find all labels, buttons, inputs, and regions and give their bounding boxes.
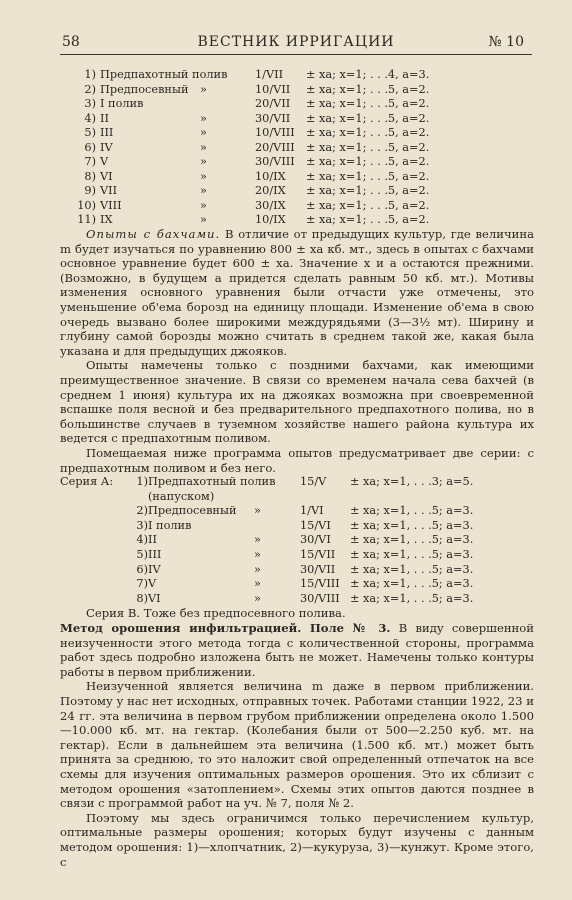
row-date: 15/VI [300, 518, 331, 532]
row-num: 4) [84, 111, 96, 125]
schedule-row [60, 548, 534, 563]
series-b-line: Серия В. Тоже без предпосевного полива. [86, 606, 346, 621]
row-date: 30/VIII [300, 591, 340, 605]
method-paragraph [60, 621, 534, 679]
row-mark: » [254, 577, 261, 591]
row-mark: » [200, 169, 207, 183]
schedule-row [60, 504, 534, 519]
schedule-row [60, 68, 530, 83]
row-formula: ± xa; x=1; . . .5, a=2. [306, 184, 430, 197]
melons-heading: Опыты с бахчами. [86, 227, 221, 241]
row-date: 20/VII [255, 97, 291, 110]
series-a-schedule [60, 475, 534, 606]
irrigation-schedule-list [60, 68, 530, 228]
row-num: 5) [136, 548, 148, 562]
page-number: 58 [62, 34, 80, 50]
schedule-row [60, 563, 534, 578]
row-name: IV [148, 562, 161, 576]
row-name: VI [148, 591, 161, 605]
method-text: В виду совершенной неизученности этого метода тогда с количественной стороны, программа работ здесь подробно изложена быть не может. Намечены только контуры работы в первом приближении. [60, 621, 534, 679]
row-name: Предпахотный полив [100, 68, 228, 81]
row-mark: » [200, 111, 207, 125]
method-heading: Метод орошения инфильтрацией. Поле № 3. [60, 621, 391, 636]
row-name: Предпахотный полив [148, 475, 276, 489]
row-num: 8) [84, 169, 96, 183]
row-mark: » [200, 82, 207, 96]
row-mark: » [200, 140, 207, 154]
schedule-row [60, 519, 534, 534]
paragraph: Опыты намечены только с поздними бахчами, как имеющими преимущественное значение. В связи со временем начала сева бахчей (в среднем 1 июня) культура их на джояках возможна при своевременной вспашке поля весной и без предварительного предпахотного полива, но в большинстве случаев в туземном хозяйстве нашего района культура их ведется с предпахотным поливом. [60, 358, 534, 446]
issue-number: № 10 [488, 34, 524, 50]
row-num: 6) [84, 140, 96, 154]
row-num: 10) [77, 198, 96, 212]
row-mark: » [200, 126, 207, 139]
row-date: 30/VI [300, 533, 331, 547]
row-formula: ± xa; x=1; . . .5, a=2. [306, 111, 430, 125]
row-num: 1) [84, 68, 96, 81]
schedule-row [60, 213, 530, 228]
row-name: V [148, 577, 157, 591]
row-formula: ± xa; x=1, . . .3; a=5. [350, 475, 474, 489]
row-num: 3) [84, 97, 96, 110]
row-name: VIII [100, 198, 122, 212]
row-name: II [100, 111, 109, 125]
row-num: 7) [84, 155, 96, 168]
row-date: 30/VIII [255, 155, 295, 168]
schedule-row [60, 170, 530, 185]
row-num: 7) [136, 577, 148, 591]
row-mark: » [200, 213, 207, 226]
series-a-label: Серия А: [60, 475, 114, 489]
row-formula: ± xa; x=1, . . .5; a=3. [350, 591, 474, 605]
row-formula: ± xa; x=1, . . .5; a=3. [350, 548, 474, 562]
row-name: Предпосевный [100, 82, 189, 96]
row-name: III [148, 548, 162, 562]
schedule-row [60, 577, 534, 592]
body-text [60, 227, 534, 869]
row-mark: » [200, 155, 207, 168]
paragraph: Поэтому мы здесь ограничимся только перечислением культур, оптимальные размеры орошения; которых будут изучены с данным методом орошения: 1)—хлопчатник, 2)—кукуруза, 3)—кунжут. Кроме этого, с [60, 810, 534, 869]
row-date: 10/VIII [255, 126, 295, 139]
row-mark: » [254, 591, 261, 605]
row-num: 2) [136, 504, 148, 518]
row-formula: ± xa; x=1; . . .5, a=2. [306, 198, 430, 212]
row-mark: » [254, 504, 261, 518]
row-date: 30/IX [255, 198, 286, 212]
row-date: 15/VII [300, 548, 336, 562]
row-num: 5) [84, 126, 96, 139]
row-mark: » [254, 533, 261, 547]
row-formula: ± xa; x=1, . . .5; a=3. [350, 533, 474, 547]
row-formula: ± xa; x=1; . . .5, a=2. [306, 97, 430, 110]
row-mark: » [254, 548, 261, 562]
schedule-row [60, 112, 530, 127]
row-date: 10/VII [255, 82, 291, 96]
row-num: 2) [84, 82, 96, 96]
row-formula: ± xa; x=1; . . .5, a=2. [306, 126, 430, 139]
row-date: 20/VIII [255, 140, 295, 154]
row-num: 9) [84, 184, 96, 197]
schedule-row [60, 155, 530, 170]
row-date: 10/IX [255, 213, 286, 226]
row-formula: ± xa; x=1, . . .5; a=3. [350, 562, 474, 576]
row-name: IV [100, 140, 113, 154]
row-date: 15/VIII [300, 577, 340, 591]
schedule-row [60, 475, 534, 490]
row-name: (напуском) [148, 489, 215, 503]
schedule-row [60, 126, 530, 141]
row-name: II [148, 533, 157, 547]
row-num: 6) [136, 562, 148, 576]
row-mark: » [254, 562, 261, 576]
row-name: V [100, 155, 109, 168]
row-date: 1/VII [255, 68, 284, 81]
row-formula: ± xa; x=1; . . .5, a=2. [306, 155, 430, 168]
row-formula: ± xa; x=1; . . .5, a=2. [306, 213, 430, 226]
paragraph: Помещаемая ниже программа опытов предусматривает две серии: с предпахотным поливом и без него. [60, 445, 534, 475]
row-num: 1) [136, 475, 148, 489]
row-name: VII [100, 184, 118, 197]
row-name: I полив [148, 518, 192, 532]
page-header [60, 32, 532, 55]
melons-paragraph [60, 227, 534, 358]
row-formula: ± xa; x=1; . . .5, a=2. [306, 140, 430, 154]
row-mark: » [200, 198, 207, 212]
row-name: III [100, 126, 114, 139]
schedule-row [60, 490, 534, 505]
schedule-row [60, 199, 530, 214]
row-mark: » [200, 184, 207, 197]
row-date: 30/VII [255, 111, 291, 125]
row-formula: ± xa; x=1, . . .5; a=3. [350, 504, 474, 518]
row-date: 20/IX [255, 184, 286, 197]
row-num: 3) [136, 518, 148, 532]
journal-title: ВЕСТНИК ИРРИГАЦИИ [197, 34, 395, 50]
row-date: 1/VI [300, 504, 324, 518]
row-name: VI [100, 169, 113, 183]
paragraph: Неизученной является величина m даже в первом приближении. Поэтому у нас нет исходных, отправных точек. Работами станции 1922, 23 и 24 гг. эта величина в первом грубом приближении определена около 1.500—10.000 кб. мт. на гектар. (Колебания были от 500—2.250 куб. мт. на гектар). Если в дальнейшем эта величина (1.500 кб. мт.) может быть принята за среднюю, то это наложит свой определенный отпечаток на все схемы для изучения оптимальных размеров орошения. Это их сблизит с методом орошения «затоплением». Схемы этих опытов даются позднее в связи с программой работ на уч. № 7, поля № 2. [60, 679, 534, 811]
schedule-row [60, 184, 530, 199]
row-num: 4) [136, 533, 148, 547]
row-date: 15/V [300, 475, 327, 489]
row-num: 8) [136, 591, 148, 605]
schedule-row [60, 533, 534, 548]
row-formula: ± xa; x=1, . . .5; a=3. [350, 577, 474, 591]
schedule-row [60, 83, 530, 98]
melons-paragraph-text: В отличие от предыдущих культур, где величина m будет изучаться по уравнению 800 ± xa кб. мт., здесь в опытах с бахчами основное уравнение будет 600 ± xa. Значение x и a остаются прежними. (Возможно, в будущем a придется сделать равным 50 кб. мт.). Мотивы изменения основного уравнения были отчасти уже отмечены, это уменьшение об'ема борозд на единицу площади. Изменение об'ема в свою очередь вызвано более широкими междурядьями (3—3½ мт). Ширину и глубину самой борозды можно считать в среднем такой же, какая была указана и для предыдущих джояков. [60, 227, 535, 358]
row-formula: ± xa; x=1; . . .4, a=3. [306, 68, 430, 81]
row-name: Предпосевный [148, 504, 237, 518]
schedule-row [60, 141, 530, 156]
row-name: IX [100, 213, 113, 226]
row-date: 30/VII [300, 562, 336, 576]
schedule-row [60, 592, 534, 607]
row-formula: ± xa; x=1; . . .5, a=2. [306, 82, 430, 96]
row-name: I полив [100, 97, 144, 110]
schedule-row [60, 97, 530, 112]
row-formula: ± xa; x=1, . . .5; a=3. [350, 518, 474, 532]
row-formula: ± xa; x=1; . . .5, a=2. [306, 169, 430, 183]
row-num: 11) [77, 213, 96, 226]
row-date: 10/IX [255, 169, 286, 183]
